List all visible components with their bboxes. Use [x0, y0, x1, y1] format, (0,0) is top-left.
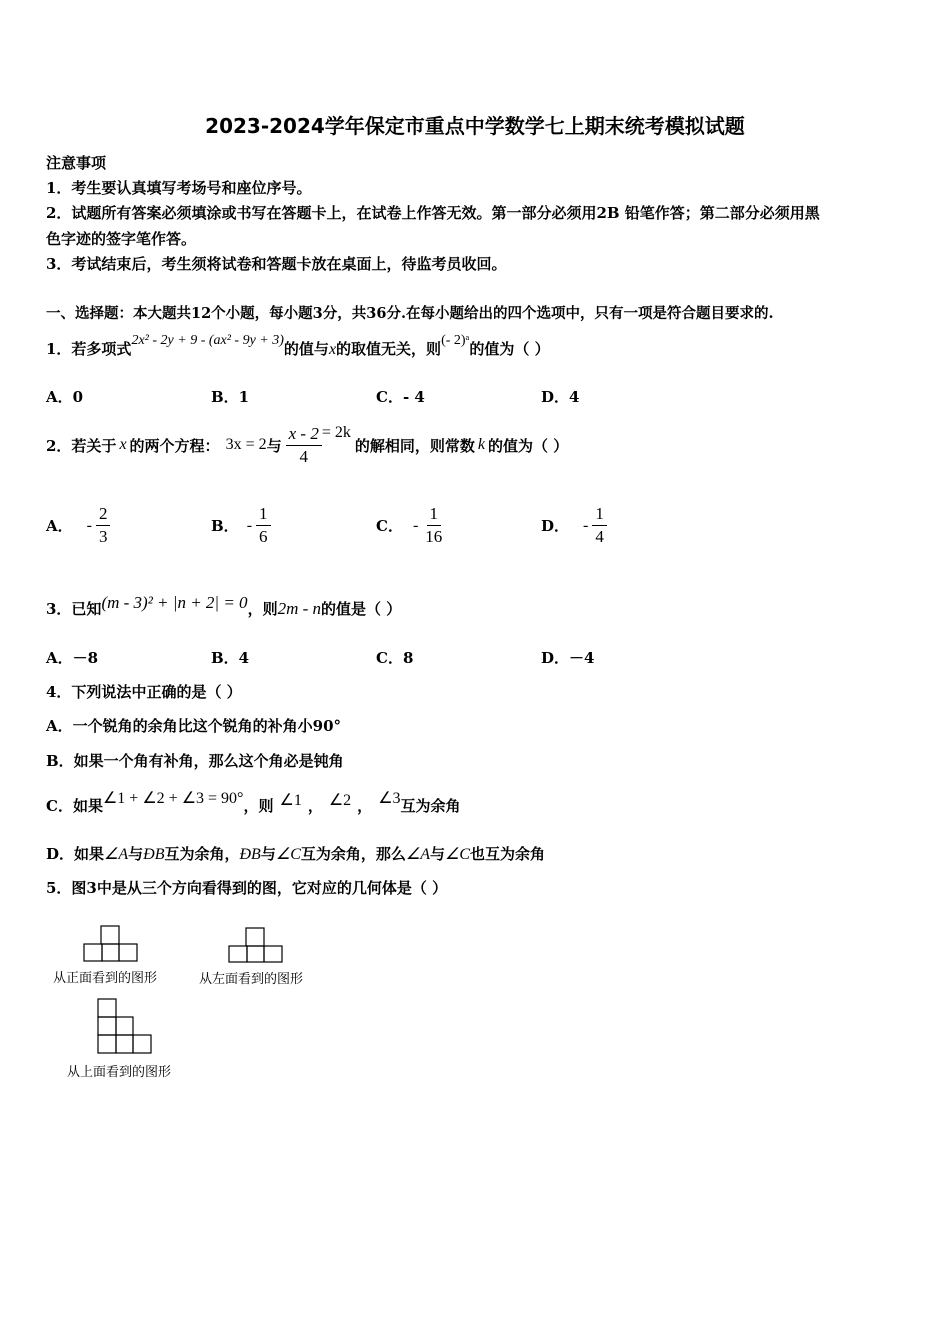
q3-option-a[interactable]: A．－8: [46, 649, 99, 667]
left-view-figure: [228, 927, 283, 963]
q2-option-c[interactable]: C． - $\frac{1}{16}$: [376, 504, 443, 546]
q3-expression: 2m - n: [277, 599, 322, 618]
notice-item-3: 3．考试结束后，考生须将试卷和答题卡放在桌面上，待监考员收回。: [46, 255, 507, 273]
q3-option-b[interactable]: B．4: [211, 649, 250, 667]
notice-item-2-cont: 色字迹的签字笔作答。: [46, 230, 197, 248]
page-title: 2023-2024学年保定市重点中学数学七上期末统考模拟试题: [205, 114, 745, 138]
q3-option-d[interactable]: D．－4: [541, 649, 595, 667]
q2-option-b[interactable]: B． - $\frac{1}{6}$: [211, 503, 271, 548]
section-heading: 一、选择题：本大题共12个小题，每小题3分，共36分.在每小题给出的四个选项中，只有一项是符合题目要求的.: [46, 305, 774, 322]
q2-fraction: $\frac{x - 2}{4}$: [286, 423, 322, 468]
q1-option-b[interactable]: B．1: [211, 388, 250, 406]
question-4: 4．下列说法中正确的是（ ）: [46, 683, 242, 701]
q2-option-d[interactable]: D． - $\frac{1}{4}$: [541, 503, 607, 548]
q1-polynomial: 2x² - 2y + 9 - (ax² - 9y + 3): [131, 333, 284, 348]
q4-option-c[interactable]: C．如果∠1 + ∠2 + ∠3 = 90°，则 ∠1 ， ∠2 ， ∠3互为余角: [46, 790, 461, 815]
q4-option-d[interactable]: D．如果∠A与ÐB互为余角，ÐB与∠C互为余角，那么∠A与∠C也互为余角: [46, 845, 546, 863]
q1-option-a[interactable]: A．0: [46, 388, 84, 406]
notice-item-1: 1．考生要认真填写考场号和座位序号。: [46, 179, 312, 197]
q2-rhs: = 2k: [321, 424, 351, 441]
question-1: 1．若多项式2x² - 2y + 9 - (ax² - 9y + 3)的值与x的取值无关，则(- 2)ᵃ的值为（ ）: [46, 333, 550, 358]
q1-option-c[interactable]: C．- 4: [376, 388, 425, 406]
notice-heading: 注意事项: [46, 154, 107, 172]
q4-option-a[interactable]: A．一个锐角的余角比这个锐角的补角小90°: [46, 717, 342, 735]
caption-left-view: 从左面看到的图形: [199, 972, 304, 987]
top-view-figure: [97, 998, 152, 1054]
q4-option-b[interactable]: B．如果一个角有补角，那么这个角必是钝角: [46, 752, 344, 770]
q1-power: (- 2)ᵃ: [441, 333, 470, 348]
caption-top-view: 从上面看到的图形: [67, 1065, 172, 1080]
question-2: 2．若关于 x 的两个方程： 3x = 2 与 $\frac{x - 2}{4}$ = 2k 的解相同，则常数 k 的值为（ ）: [46, 423, 569, 466]
q2-equation-1: 3x = 2: [225, 436, 267, 453]
question-3: 3．已知(m - 3)² + |n + 2| = 0，则2m - n的值是（ ）: [46, 593, 402, 618]
q3-option-c[interactable]: C．8: [376, 649, 414, 667]
notice-item-2: 2．试题所有答案必须填涂或书写在答题卡上，在试卷上作答无效。第一部分必须用2B 铅笔作答；第二部分必须用黑: [46, 204, 820, 222]
question-5: 5．图3中是从三个方向看得到的图，它对应的几何体是（ ）: [46, 879, 448, 897]
caption-front-view: 从正面看到的图形: [53, 971, 158, 986]
q3-equation: (m - 3)² + |n + 2| = 0: [101, 593, 248, 612]
q1-option-d[interactable]: D．4: [541, 388, 580, 406]
q2-option-a[interactable]: A． - $\frac{2}{3}$: [46, 503, 110, 548]
front-view-figure: [83, 925, 138, 962]
